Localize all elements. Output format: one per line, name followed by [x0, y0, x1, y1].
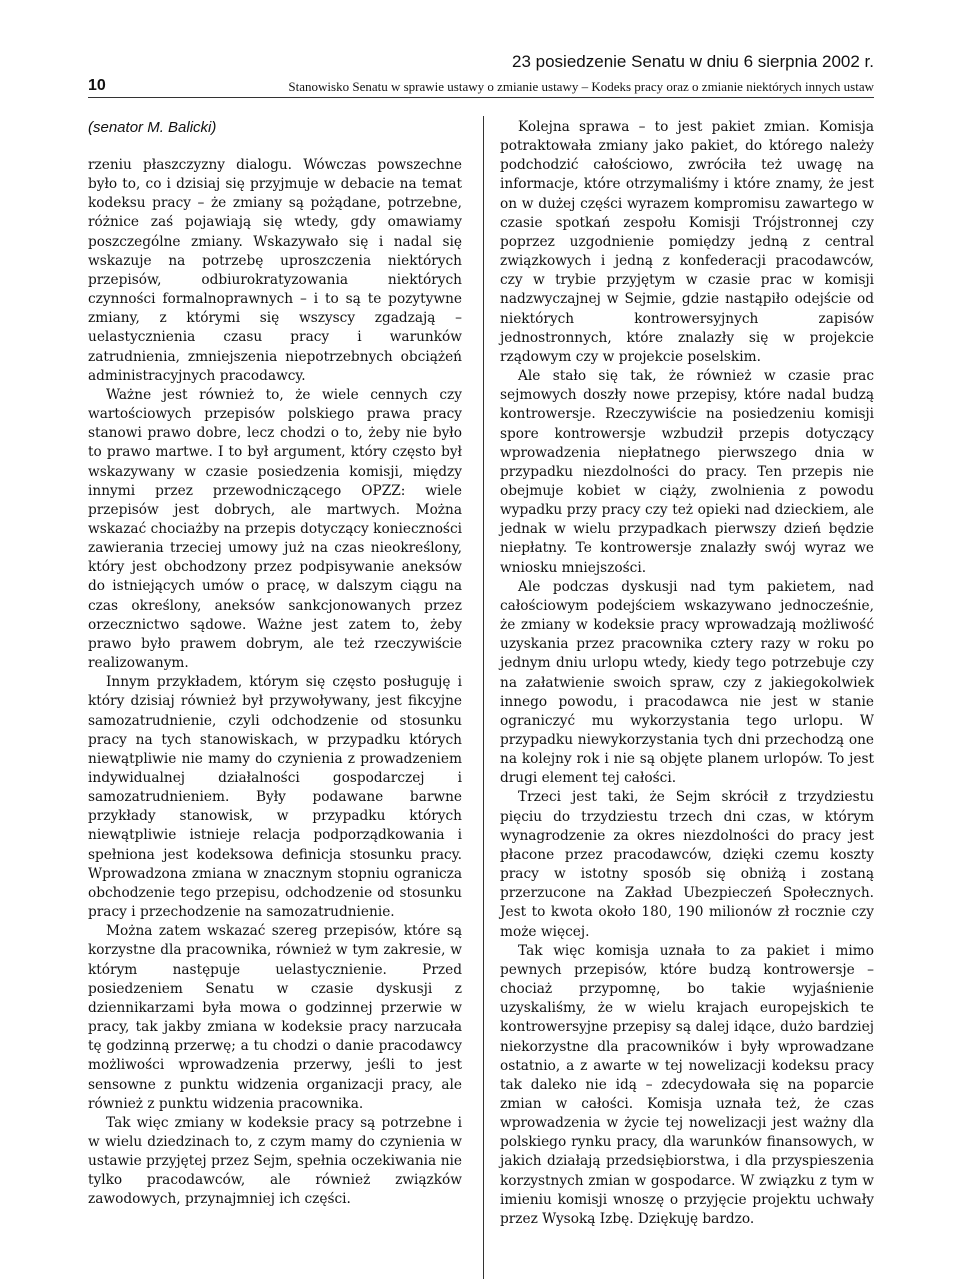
page-number: 10 [88, 77, 106, 94]
session-title: 23 posiedzenie Senatu w dniu 6 sierpnia 2002 r. [512, 52, 874, 71]
column-divider [483, 116, 484, 1279]
paragraph: Ważne jest również to, że wiele cennych czy wartościowych przepisów polskiego prawa pracy stanowi prawo dobre, lecz chodzi o to, żeby nie było to prawo martwe. I to był argument, który często był wskazywany w czasie posiedzenia komisji, między innymi przez przewodniczącego OPZZ: wiele przepisów jest dobrych, ale martwych. Można wskazać chociażby na przepis dotyczący konieczności zawierania trzeciej umowy już na czas nieokreślony, który jest obchodzony przez podpisywanie aneksów do istniejących umów o pracę, w dalszym ciągu na czas określony, aneksów sankcjonowanych przez orzecznictwo sądowe. Ważne jest zatem to, żeby prawo było prawem dobrym, ale też rzeczywiście realizowanym. [88, 386, 462, 672]
right-column [500, 118, 874, 1229]
paragraph: Ale stało się tak, że również w czasie prac sejmowych doszły nowe przepisy, które nadal budzą kontrowersje. Rzeczywiście na posiedzeniu komisji spore kontrowersje wzbudził przepis dotyczący wprowadzenia niepłatnego pierwszego dnia w przypadku niezdolności do pracy. Ten przepis nie obejmuje kobiet w ciąży, zwolnienia z powodu wypadku przy pracy czy też opieki nad dzieckiem, ale jednak w wielu przypadkach pierwszy dzień będzie niepłatny. Te kontrowersje znalazły swój wyraz we wniosku mniejszości. [500, 368, 874, 576]
running-title: Stanowisko Senatu w sprawie ustawy o zmianie ustawy – Kodeks pracy oraz o zmianie niektórych innych ustaw [288, 79, 874, 94]
paragraph: Tak więc zmiany w kodeksie pracy są potrzebne i w wielu dziedzinach to, z czym mamy do czynienia w ustawie przyjętej przez Sejm, spełnia oczekiwania nie tylko pracodawców, ale również związków zawodowych, przynajmniej ich części. [88, 1114, 462, 1208]
paragraph: Można zatem wskazać szereg przepisów, które są korzystne dla pracownika, również w tym zakresie, w którym następuje uelastycznienie. Przed posiedzeniem Senatu w czasie dyskusji z dziennikarzami była mowa o godzinnej przerwie w pracy, tak jakby zmiana w kodeksie pracy narzucała tę godzinną przerwę; a tu chodzi o danie pracodawcy możliwości wprowadzenia przerwy, jeśli to jest sensowne z punktu widzenia organizacji pracy, ale również z punktu widzenia pracownika. [88, 923, 462, 1112]
paragraph: Ale podczas dyskusji nad tym pakietem, nad całościowym podejściem wskazywano jednocześnie, że zmiany w kodeksie pracy wprowadzają możliwość uzyskania przez pracownika cztery razy w roku po jednym dniu urlopu wtedy, kiedy tego potrzebuje czy na załatwienie swoich spraw, czy z jakiegokolwiek innego powodu, i pracodawca nie jest w stanie ograniczyć mu wykorzystania tego urlopu. W przypadku niewykorzystania tych dni przechodzą one na kolejny rok i nie są objęte planem urlopów. To jest drugi element tej całości. [500, 578, 874, 787]
paragraph: Tak więc komisja uznała to za pakiet i mimo pewnych przepisów, które budzą kontrowersje – chociaż przypomnę, bo takie wyjaśnienie uzyskaliśmy, że w wielu krajach europejskich te kontrowersyjne przepisy są dalej idące, dużo bardziej niekorzystne dla pracowników i były wprowadzane ostatnio, a z awarte w tej nowelizacji kodeksu pracy tak daleko nie idą – zdecydowała się na poparcie zmian w całości. Komisja uznała też, że czas wprowadzenia w życie tej nowelizacji jest ważny dla polskiego rynku pracy, dla warunków finansowych, w jakich działają przedsiębiorstwa, i dla przyspieszenia korzystnych zmian w gospodarce. W związku z tym w imieniu komisji wnoszę o przyjęcie projektu uchwały przez Wysoką Izbę. Dziękuję bardzo. [500, 942, 874, 1227]
paragraph: rzeniu płaszczyzny dialogu. Wówczas powszechne było to, co i dzisiaj się przyjmuje w debacie na temat kodeksu pracy – że zmiany są pożądane, potrzebne, różnice zaś pojawiają się wtedy, gdy omawiamy poszczególne zmiany. Wskazywało się i nadal się wskazuje na potrzebę uproszczenia niektórych przepisów, odbiurokratyzowania niektórych czynności formalnoprawnych – i to są te pozytywne zmiany, z którymi się wszyscy zgadzają – uelastycznienia czasu pracy i warunków zatrudnienia, zmniejszenia niepotrzebnych obciążeń administracyjnych pracodawcy. [88, 157, 462, 384]
speaker-label: (senator M. Balicki) [88, 119, 217, 136]
header-rule [88, 97, 874, 98]
paragraph: Kolejna sprawa – to jest pakiet zmian. Komisja potraktowała zmiany jako pakiet, do którego należy podchodzić całościowo, zwróciła też uwagę na informacje, które otrzymaliśmy i które znamy, że jest on w dużej części wyrazem kompromisu zawartego w czasie spotkań zespołu Komisji Trójstronnej czy poprzez uzgodnienie pomiędzy jedną z central związkowych i jedną z konfederacji pracodawców, czy w trybie przyjętym w czasie prac w komisji nadzwyczajnej w Sejmie, gdzie nastąpiło odejście od niektórych kontrowersyjnych zapisów jednostronnych, które znalazły się w projekcie rządowym czy w projekcie poselskim. [500, 119, 874, 365]
paragraph: Innym przykładem, którym się często posługuję i który dzisiaj również był przywoływany, jest fikcyjne samozatrudnienie, czyli odchodzenie od stosunku pracy na tych stanowiskach, w przypadku których niewątpliwie nie mamy do czynienia z prowadzeniem indywidualnej działalności gospodarczej i samozatrudnieniem. Były podawane barwne przykłady stanowisk, w przypadku których niewątpliwie istnieje relacja podporządkowania i spełniona jest kodeksowa definicja stosunku pracy. Wprowadzona zmiana w znacznym stopniu ogranicza obchodzenie tego przepisu, odchodzenie od stosunku pracy i przechodzenie na samozatrudnienie. [88, 674, 462, 921]
paragraph: Trzeci jest taki, że Sejm skrócił z trzydziestu pięciu do trzydziestu trzech dni czas, w którym wynagrodzenie za okres niezdolności do pracy jest płacone przez pracodawców, dzięki czemu koszty pracy w istotny sposób się obniżą i zostaną przerzucone na Zakład Ubezpieczeń Społecznych. Jest to kwota około 180, 190 milionów zł rocznie czy może więcej. [500, 789, 874, 940]
left-column [88, 118, 462, 1210]
